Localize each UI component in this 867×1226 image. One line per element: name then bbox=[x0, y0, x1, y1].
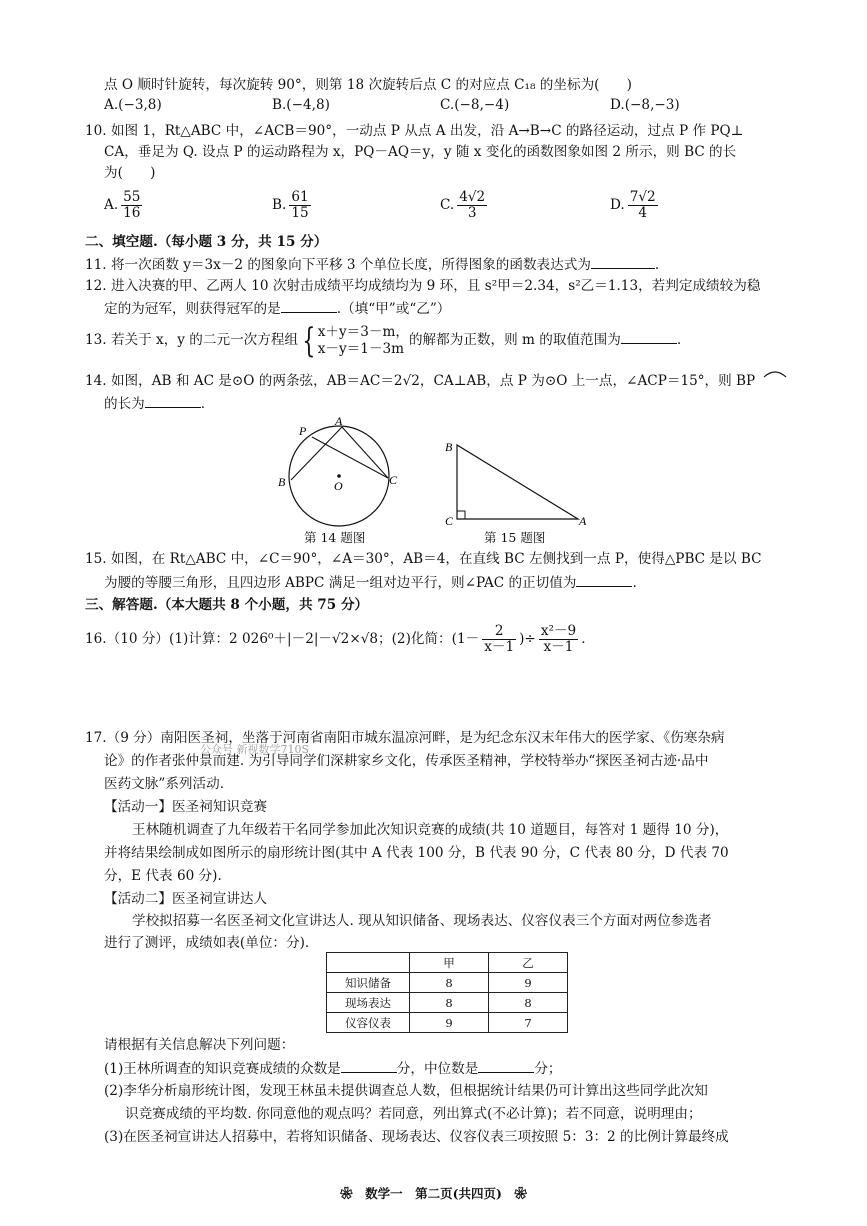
activity2-line1: 学校拟招募一名医圣祠文化宣讲达人. 现从知识储备、现场表达、仪容仪表三个方面对两位参选者 bbox=[132, 913, 712, 929]
q9-option-a: A.(−3,8) bbox=[104, 97, 162, 113]
table-header-row bbox=[327, 953, 568, 973]
q15-blank[interactable] bbox=[576, 572, 632, 587]
q17-line3: 医药文脉”系列活动. bbox=[104, 776, 225, 792]
q17-line2: 论》的作者张仲景而建. 为引导同学们深耕家乡文化，传承医圣精神，学校特举办“探医圣祠古迹·品中 bbox=[104, 753, 709, 769]
q17-sub3-line1: (3)在医圣祠宣讲达人招募中，若将知识储备、现场表达、仪容仪表三项按照 5：3：2 的比例计算最终成 bbox=[104, 1129, 729, 1145]
label-b: B bbox=[445, 440, 453, 454]
table-header: 甲 bbox=[410, 953, 489, 973]
q9-option-b: B.(−4,8) bbox=[272, 97, 330, 113]
q17-sub1: (1)王林所调查的知识竞赛成绩的众数是 分，中位数是 分； bbox=[104, 1058, 562, 1079]
table-cell: 9 bbox=[410, 1013, 489, 1033]
table-header bbox=[327, 953, 410, 973]
section-fill-blank-heading: 二、填空题.（每小题 3 分，共 15 分） bbox=[85, 234, 328, 250]
page-footer: ❀ 数学一 第二页(共四页) ❀ bbox=[340, 1186, 527, 1201]
q10-option-d: D. $\frac{7√2}{4}$ bbox=[610, 189, 656, 221]
q10-option-a: A. $\frac{55}{16}$ bbox=[104, 189, 141, 221]
table-cell: 8 bbox=[410, 993, 489, 1013]
arc-symbol bbox=[760, 368, 790, 378]
q13-blank[interactable] bbox=[621, 329, 677, 344]
activity1-line3: 分，E 代表 60 分). bbox=[104, 868, 222, 884]
center-point bbox=[337, 474, 341, 478]
score-table bbox=[326, 952, 568, 1033]
figure-14 bbox=[270, 410, 410, 530]
q17-line1: 17.（9 分）南阳医圣祠，坐落于河南省南阳市城东温凉河畔，是为纪念东汉末年伟大的医学家、《伤寒杂病 bbox=[85, 730, 725, 746]
q10-line2: CA，垂足为 Q. 设点 P 的运动路程为 x，PQ－AQ＝y，y 随 x 变化的函数图象如图 2 所示，则 BC 的长 bbox=[104, 144, 737, 160]
q14-line1: 14. 如图，AB 和 AC 是⊙O 的两条弦，AB＝AC＝2√2，CA⊥AB，点 P 为⊙O 上一点，∠ACP＝15°，则 BP bbox=[85, 373, 756, 389]
activity1-title: 【活动一】医圣祠知识竞赛 bbox=[104, 799, 268, 815]
q9-option-c: C.(−8,−4) bbox=[440, 97, 510, 113]
section-solve-heading: 三、解答题.（本大题共 8 个小题，共 75 分） bbox=[85, 597, 369, 613]
watermark: 公众号 新视数学710S bbox=[200, 743, 310, 756]
q10-line3: 为( ) bbox=[104, 165, 156, 181]
q11: 11. 将一次函数 y＝3x－2 的图象向下平移 3 个单位长度，所得图象的函数表达式为 . bbox=[85, 254, 659, 275]
brace-symbol: { bbox=[302, 320, 316, 361]
q17-sub2-line2: 识竞赛成绩的平均数. 你同意他的观点吗？若同意，列出算式(不必计算)；若不同意，说明理由； bbox=[125, 1106, 702, 1122]
q10-option-c: C. $\frac{4√2}{3}$ bbox=[440, 189, 486, 221]
table-cell: 仪容仪表 bbox=[327, 1013, 410, 1033]
activity2-title: 【活动二】医圣祠宣讲达人 bbox=[104, 891, 268, 907]
table-cell: 7 bbox=[489, 1013, 568, 1033]
figure-14-caption: 第 14 题图 bbox=[304, 530, 366, 545]
label-c: C bbox=[389, 473, 398, 487]
label-a: A bbox=[335, 414, 343, 428]
triangle-abc bbox=[457, 445, 578, 519]
table-cell: 现场表达 bbox=[327, 993, 410, 1013]
chord-ac bbox=[342, 427, 388, 478]
q17-sub2-line1: (2)李华分析扇形统计图，发现王林虽未提供调查总人数，但根据统计结果仍可计算出这些同学此次知 bbox=[104, 1083, 708, 1099]
q12-line2: 定的为冠军，则获得冠军的是 .（填“甲”或“乙”） bbox=[104, 298, 450, 319]
activity1-line2: 并将结果绘制成如图所示的扇形统计图(其中 A 代表 100 分，B 代表 90 分，C 代表 80 分，D 代表 70 bbox=[104, 845, 729, 861]
label-a: A bbox=[579, 514, 587, 528]
q14-line2: 的长为 . bbox=[104, 393, 205, 414]
table-cell: 知识储备 bbox=[327, 973, 410, 993]
q12-blank[interactable] bbox=[281, 298, 337, 313]
q9-text: 点 O 顺时针旋转，每次旋转 90°，则第 18 次旋转后点 C 的对应点 C₁₈ 的坐标为( ) bbox=[104, 77, 632, 93]
label-c: C bbox=[445, 514, 454, 528]
q14-blank[interactable] bbox=[145, 393, 201, 408]
table-cell: 8 bbox=[410, 973, 489, 993]
figure-15 bbox=[440, 435, 600, 530]
figure-15-caption: 第 15 题图 bbox=[484, 530, 546, 545]
table-row bbox=[327, 993, 568, 1013]
q10-line1: 10. 如图 1，Rt△ABC 中，∠ACB＝90°，一动点 P 从点 A 出发，沿 A→B→C 的路径运动，过点 P 作 PQ⊥ bbox=[85, 123, 744, 139]
activity1-line1: 王林随机调查了九年级若干名同学参加此次知识竞赛的成绩(共 10 道题目，每答对 1 题得 10 分)， bbox=[132, 822, 729, 838]
mode-blank[interactable] bbox=[341, 1058, 397, 1073]
table-cell: 9 bbox=[489, 973, 568, 993]
q15-line1: 15. 如图，在 Rt△ABC 中，∠C＝90°，∠A＝30°，AB＝4，在直线 BC 左侧找到一点 P，使得△PBC 是以 BC bbox=[85, 551, 762, 567]
q16: 16.（10 分）(1)计算：2 026⁰＋|－2|－√2×√8；(2)化简：(1－ $\frac{2}{x-1}$ )÷ $\frac{\text{x²－9}}{x-1}$ . bbox=[85, 623, 586, 655]
table-row bbox=[327, 973, 568, 993]
label-o: O bbox=[334, 479, 343, 493]
q17-ask: 请根据有关信息解决下列问题： bbox=[104, 1037, 295, 1053]
equation-system: x＋y＝3－m， x－y＝1－3m bbox=[317, 323, 409, 357]
q13: 13. 若关于 x，y 的二元一次方程组 { x＋y＝3－m， x－y＝1－3m 的解都为正数，则 m 的取值范围为 . bbox=[85, 320, 682, 361]
table-row bbox=[327, 1013, 568, 1033]
label-p: P bbox=[299, 424, 307, 438]
activity2-line2: 进行了测评，成绩如表(单位：分). bbox=[104, 935, 310, 951]
q10-option-b: B. $\frac{61}{15}$ bbox=[272, 189, 309, 221]
q11-blank[interactable] bbox=[591, 254, 655, 269]
table-cell: 8 bbox=[489, 993, 568, 1013]
right-angle-mark bbox=[457, 511, 465, 519]
median-blank[interactable] bbox=[478, 1058, 534, 1073]
q9-option-d: D.(−8,−3) bbox=[610, 97, 680, 113]
label-b: B bbox=[278, 475, 286, 489]
q12-line1: 12. 进入决赛的甲、乙两人 10 次射击成绩平均成绩均为 9 环，且 s²甲＝2.34，s²乙＝1.13，若判定成绩较为稳 bbox=[85, 278, 761, 294]
table-header: 乙 bbox=[489, 953, 568, 973]
q15-line2: 为腰的等腰三角形，且四边形 ABPC 满足一组对边平行，则∠PAC 的正切值为 . bbox=[104, 572, 637, 593]
